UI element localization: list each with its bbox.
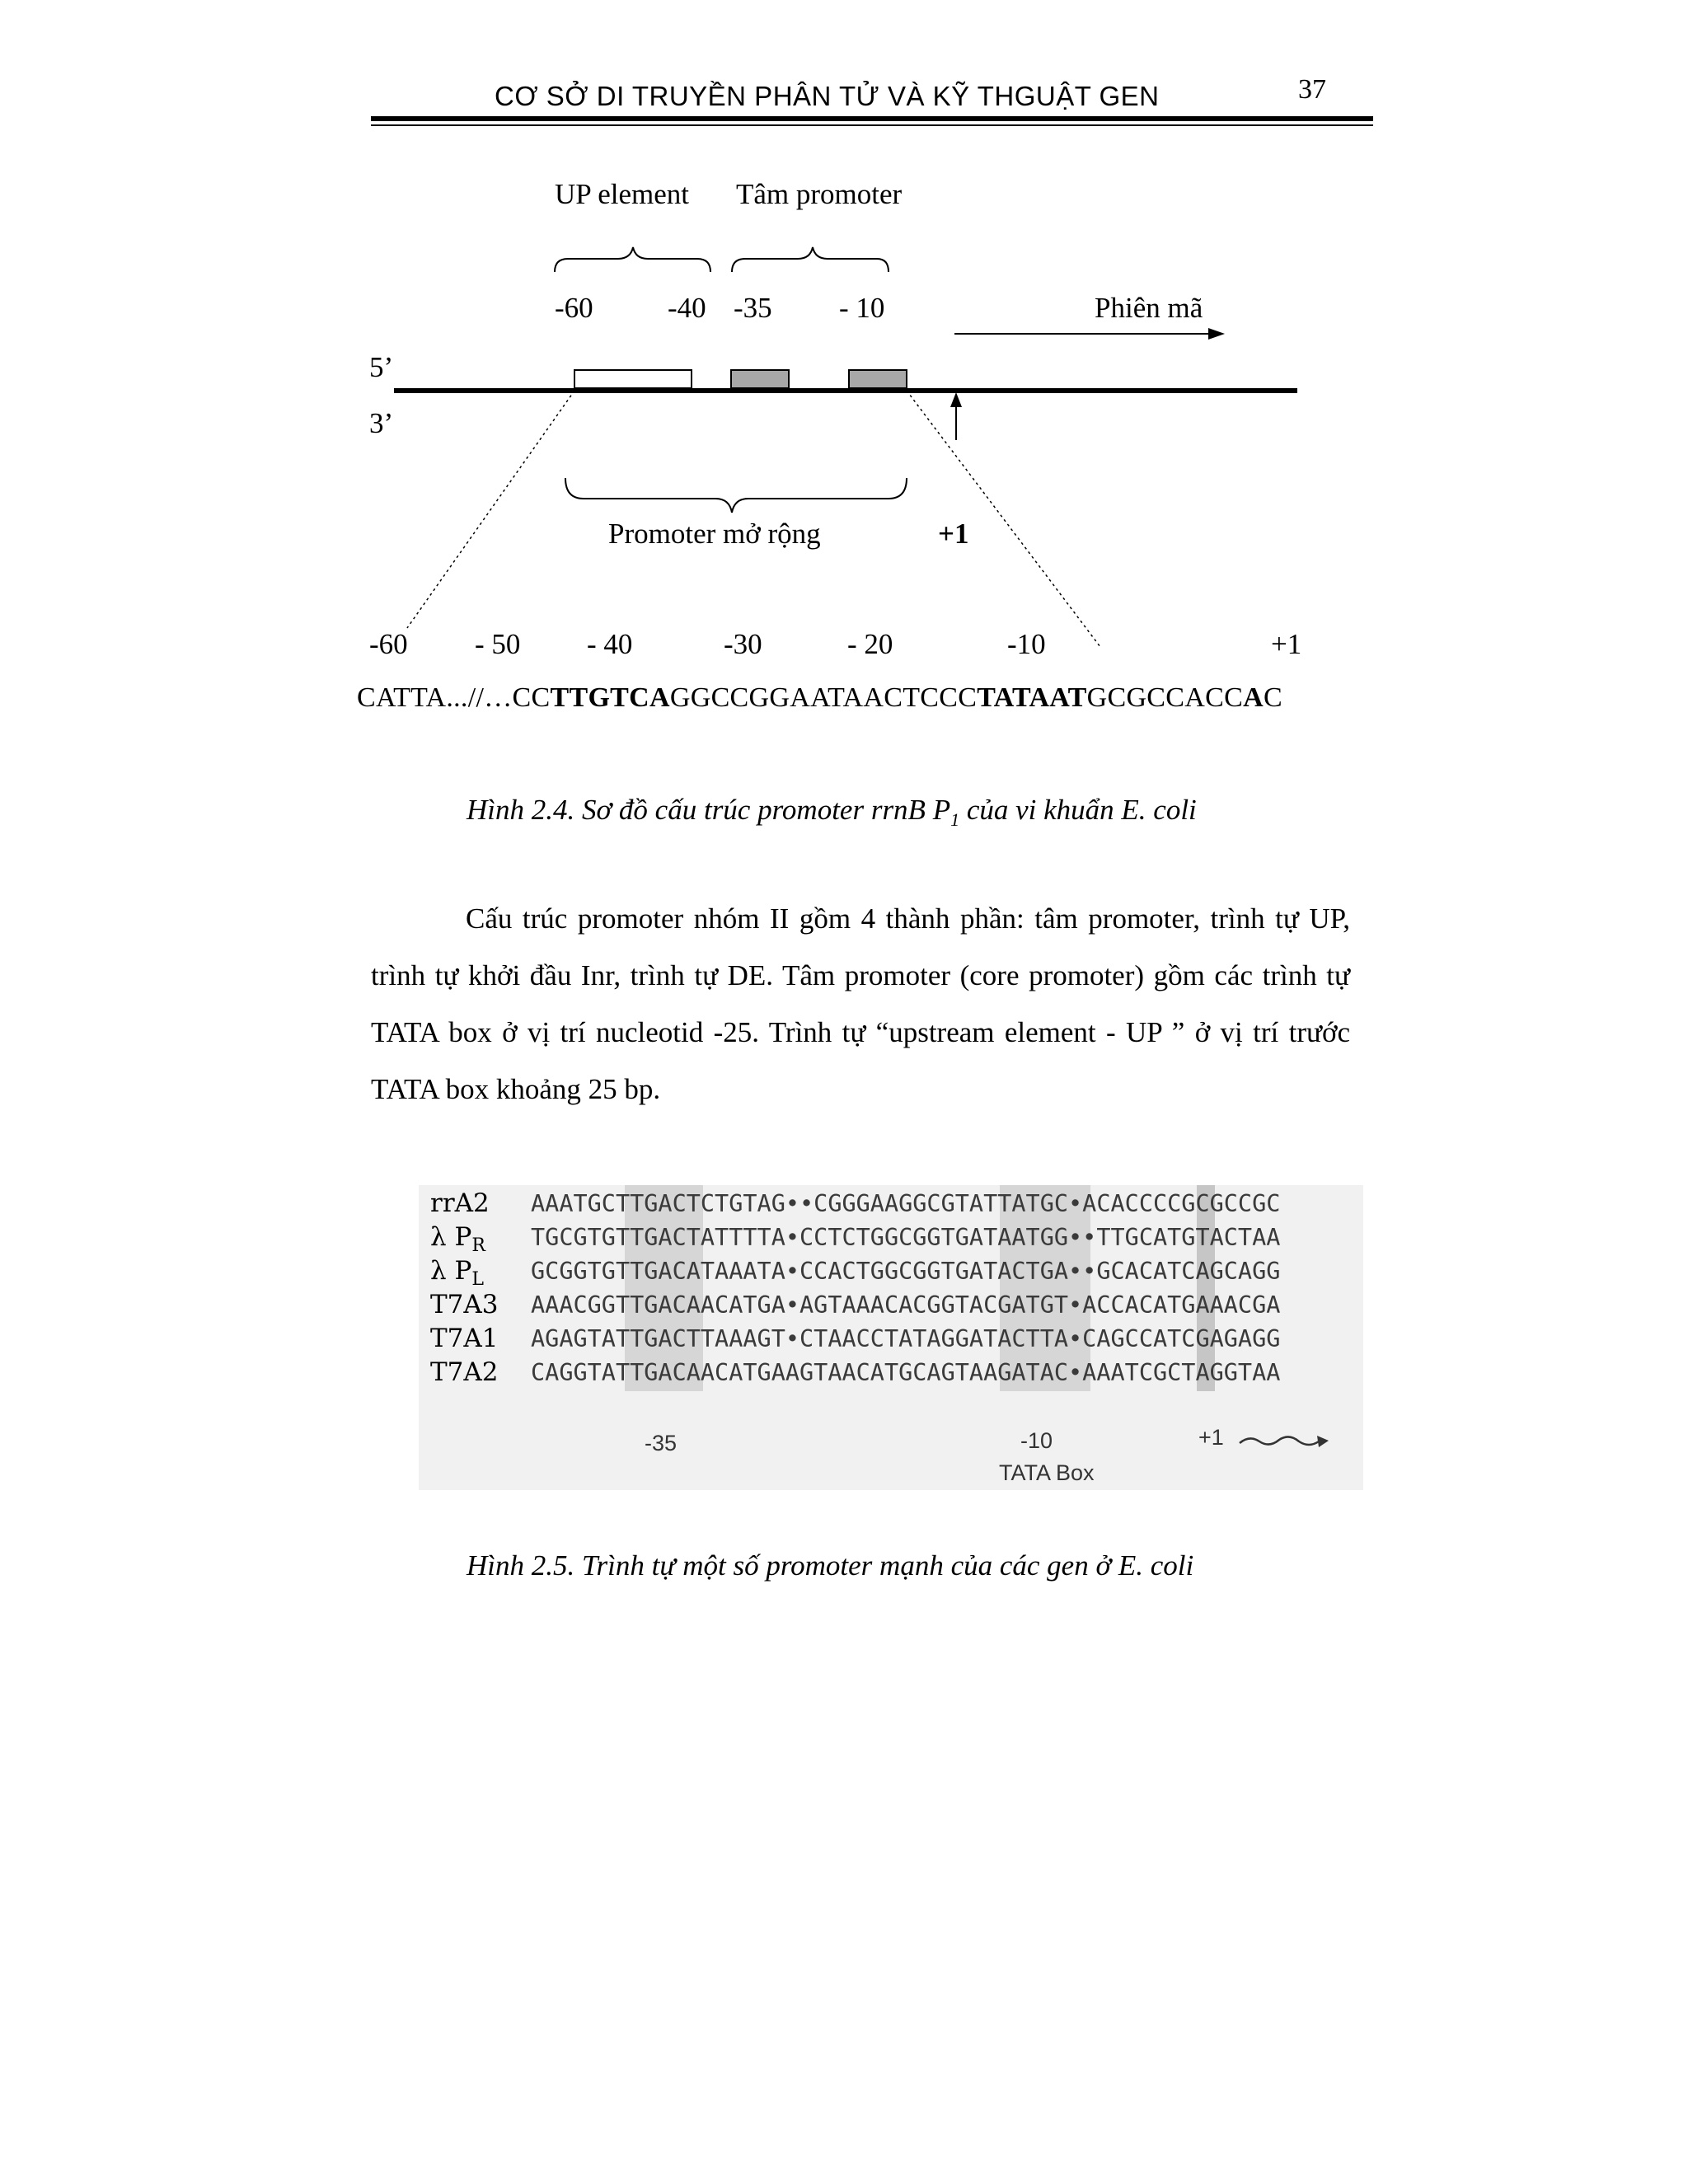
three-prime-label: 3’ — [369, 407, 394, 439]
core-promoter-label: Tâm promoter — [736, 178, 903, 210]
promoter-name: λ $P_R$ — [430, 1222, 485, 1257]
scale-plus1: +1 — [1271, 628, 1302, 660]
label-tata-box: TATA Box — [999, 1460, 1095, 1485]
promoter-name: T7A2 — [430, 1357, 499, 1387]
extended-promoter-label: Promoter mở rộng — [608, 518, 821, 550]
label-minus10: -10 — [1020, 1428, 1053, 1453]
seq-part: GCGCCACC — [1086, 682, 1244, 713]
promoter-name: λ $P_L$ — [430, 1256, 484, 1291]
minus35-box — [731, 370, 789, 388]
position-minus60: -60 — [555, 292, 593, 324]
promoter-name-column — [430, 1187, 504, 1390]
promoter-name: rrA2 — [430, 1188, 490, 1218]
figure-2-5-caption: Hình 2.5. Trình tự một số promoter mạnh của các gen ở E. coli — [467, 1549, 1194, 1582]
promoter-sequence-column — [531, 1187, 1280, 1390]
body-paragraph — [371, 890, 1350, 1118]
up-element-brace — [555, 247, 710, 272]
caption-subscript: 1 — [950, 809, 960, 830]
caption-text: Hình 2.4. Sơ đồ cấu trúc promoter rrnB P — [467, 794, 951, 826]
scale-minus30: -30 — [724, 628, 762, 660]
start-nucleotide: A — [1243, 682, 1264, 713]
promoter-name: T7A3 — [430, 1290, 499, 1319]
promoter-sequence-row: TGCGTGTTGACTATTTTA•CCTCTGGCGGTGATAATGG••TTGCATGTACTAA — [531, 1224, 1281, 1251]
scale-minus10: -10 — [1007, 628, 1046, 660]
paragraph-text: Cấu trúc promoter nhóm II gồm 4 thành phần: tâm promoter, trình tự UP, trình tự khởi đầu Inr, trình tự DE. Tâm promoter (core promoter) gồm các trình tự TATA box ở vị trí nucleotid -25. Trình tự “upstream element - UP ” ở vị trí trước TATA box khoảng 25 bp. — [371, 902, 1350, 1105]
position-minus10: - 10 — [839, 292, 885, 324]
caption-text-end: của vi khuẩn E. coli — [959, 794, 1197, 826]
position-minus40: -40 — [668, 292, 706, 324]
seq-part: C — [1263, 682, 1282, 713]
five-prime-label: 5’ — [369, 351, 394, 383]
promoter-sequence-row: GCGGTGTTGACATAAATA•CCACTGGCGGTGATACTGA••GCACATCAGCAGG — [531, 1258, 1281, 1285]
minus10-motif: TATAAT — [977, 682, 1087, 713]
figure-2-4-caption — [467, 794, 1197, 831]
promoter-sequence-row: CAGGTATTGACAACATGAAGTAACATGCAGTAAGATAC•AAATCGCTAGGTAA — [531, 1359, 1281, 1386]
transcription-wavy-arrow-icon — [1236, 1430, 1335, 1455]
up-element-box — [574, 370, 692, 388]
minus35-motif: TTGTCA — [550, 682, 670, 713]
promoter-sequence-row: AAATGCTTGACTCTGTAG••CGGGAAGGCGTATTATGC•ACACCCCGCGCCGC — [531, 1190, 1281, 1217]
running-header-title: CƠ SỞ DI TRUYỀN PHÂN TỬ VÀ KỸ THGUẬT GEN — [495, 81, 1160, 111]
up-element-label: UP element — [555, 178, 689, 210]
promoter-sequence-row: AGAGTATTGACTTAAAGT•CTAACCTATAGGATACTTA•CAGCCATCGAGAGG — [531, 1325, 1281, 1352]
scale-minus60: -60 — [369, 628, 408, 660]
promoter-sequence — [357, 682, 1282, 714]
scale-minus50: - 50 — [475, 628, 521, 660]
seq-part: GGCCGGAATAACTCCC — [669, 682, 978, 713]
scale-minus40: - 40 — [587, 628, 633, 660]
promoter-diagram — [0, 0, 1688, 742]
start-site-arrowhead — [950, 392, 962, 407]
scale-minus20: - 20 — [847, 628, 893, 660]
core-promoter-brace — [732, 247, 889, 272]
projection-line-left — [407, 391, 574, 628]
promoter-sequence-row: AAACGGTTGACAACATGA•AGTAAACACGGTACGATGT•ACCACATGAAACGA — [531, 1291, 1281, 1319]
position-minus35: -35 — [734, 292, 772, 324]
transcription-label: Phiên mã — [1095, 292, 1203, 324]
label-plus1: +1 — [1198, 1425, 1224, 1450]
plus-one-label: +1 — [938, 518, 969, 550]
promoter-name: T7A1 — [430, 1324, 499, 1353]
projection-line-right — [907, 391, 1100, 647]
label-minus35: -35 — [645, 1431, 678, 1455]
extended-promoter-brace — [565, 478, 907, 513]
page-number: 37 — [1298, 74, 1326, 105]
seq-part: CATTA...//…CC — [357, 682, 551, 713]
minus10-box — [849, 370, 907, 388]
transcription-arrowhead — [1208, 328, 1225, 340]
